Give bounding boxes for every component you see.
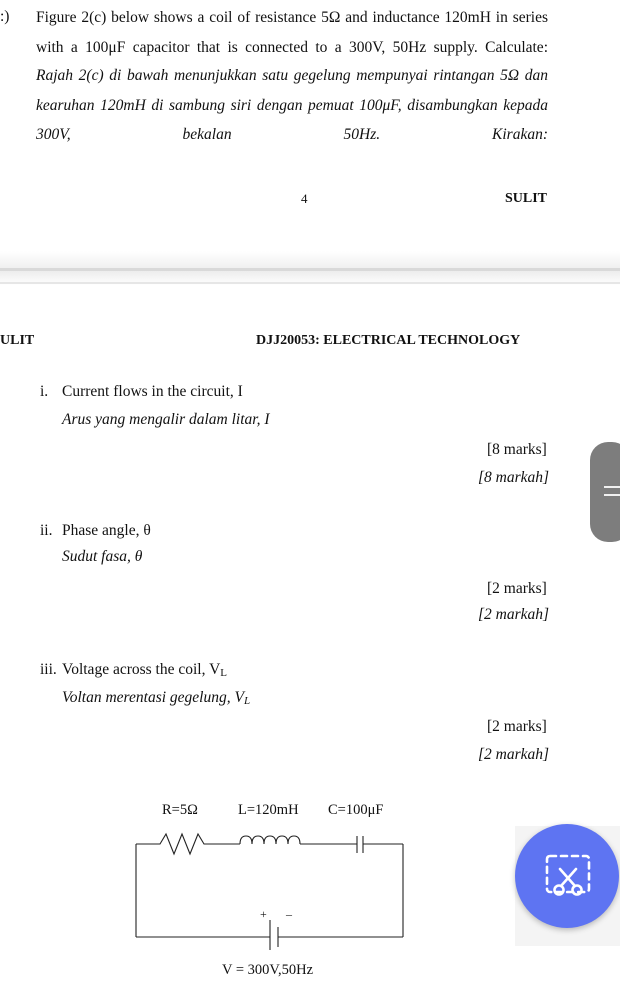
resistor-symbol (136, 834, 240, 854)
grip-line (604, 486, 620, 488)
supply-label: V = 300V,50Hz (222, 962, 314, 978)
question-paragraph-malay: Rajah 2(c) di bawah menunjukkan satu gegelung mempunyai rintangan 5Ω dan kearuhan 120mH di sambung siri dengan pemuat 100μF, disambungkan kepada 300V, bekalan 50Hz. Kirakan: (36, 67, 548, 143)
grip-line (604, 494, 620, 496)
item-text-malay: Voltan merentasi gegelung, $V_L$ (62, 689, 251, 707)
item-marks-malay: [2 markah] (478, 606, 550, 623)
resistor-label: R=5Ω (162, 802, 198, 818)
page-separator-line (0, 268, 620, 271)
battery-plus-sign: + (260, 907, 267, 921)
question-paragraph-english: Figure 2(c) below shows a coil of resistance 5Ω and inductance 120mH in series with a 100μF capacitor that is connected to a 300V, 50Hz supply. Calculate: (36, 9, 548, 56)
item-number: i. (40, 383, 49, 400)
page-separator-line (0, 282, 620, 284)
item-marks-english: [2 marks] (487, 718, 547, 735)
item-text-english: Current flows in the circuit, I (62, 383, 243, 400)
item-marks-english: [2 marks] (487, 580, 547, 597)
item-text-english: Phase angle, θ (62, 522, 151, 539)
item-text-english: Voltage across the coil, $V_L$ (62, 661, 228, 679)
item-number: ii. (40, 522, 53, 539)
screenshot-crop-icon (515, 824, 619, 928)
item-text-malay: Arus yang mengalir dalam litar, I (62, 411, 270, 428)
battery-minus-sign: – (286, 907, 292, 921)
item-number: iii. (40, 661, 57, 678)
question-label: :) (0, 8, 10, 25)
inductor-symbol (240, 836, 300, 844)
inductor-label: L=120mH (238, 802, 299, 818)
circuit-diagram (120, 826, 420, 951)
page-number: 4 (301, 191, 308, 206)
capacitor-label: C=100μF (328, 802, 384, 818)
course-header: DJJ20053: ELECTRICAL TECHNOLOGY (256, 333, 521, 348)
footer-sulit: SULIT (505, 191, 548, 206)
item-marks-english: [8 marks] (487, 441, 547, 458)
item-marks-malay: [2 markah] (478, 746, 550, 763)
item-marks-malay: [8 markah] (478, 469, 550, 486)
item-text-malay: Sudut fasa, θ (62, 548, 143, 565)
screenshot-crop-button[interactable] (515, 824, 619, 928)
header-sulit: ULIT (0, 333, 35, 348)
scroll-handle[interactable] (590, 442, 620, 542)
